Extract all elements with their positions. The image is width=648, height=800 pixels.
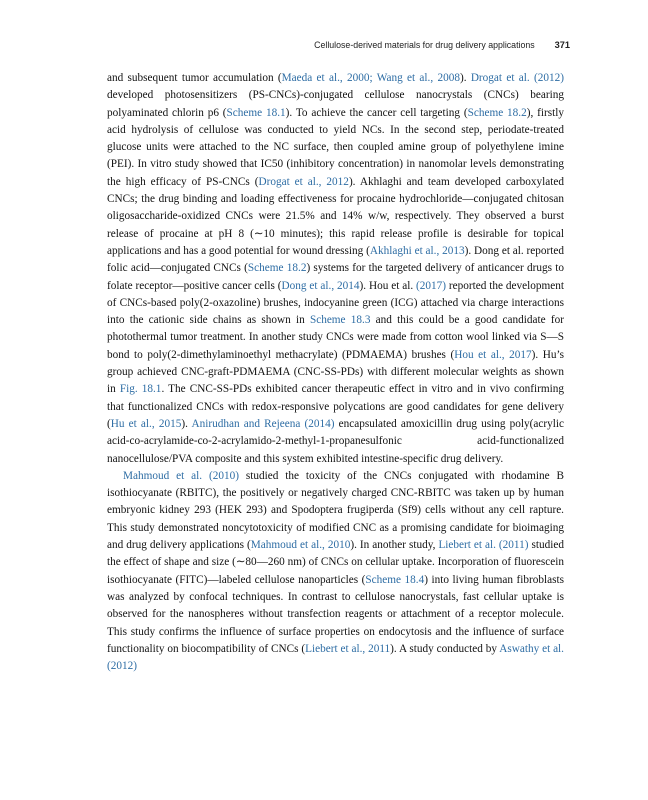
text-run: ). Dong et al. reported folic acid—conjugated CNCs ( — [107, 244, 565, 275]
text-run: ) systems for the targeted delivery of anticancer drugs to folate receptor—positive cancer cells ( — [107, 262, 564, 292]
text-run: ). — [459, 72, 471, 84]
citation-link[interactable]: Aswathy et al. (2012) — [107, 642, 564, 673]
text-run: reported the development of CNCs-based poly(2-oxazoline) brushes, indocyanine green (ICG) attached via charge interactions into the cationic side chains as shown in — [107, 279, 564, 327]
text-run: ) into living human fibroblasts was analyzed by confocal techniques. In contrast to cellulose nanocrystals, fast cellular uptake is observed for the nanospheres without transfection reagents or attachment of a receptor molecule. This study confirms the influence of surface properties on endocytosis and the influence of surface functionality on biocompatibility of CNCs ( — [107, 573, 564, 655]
text-run: ). To achieve the cancer cell targeting ( — [285, 106, 468, 119]
citation-link[interactable]: Liebert et al., 2011 — [305, 642, 391, 655]
text-run: ). A study conducted by — [390, 642, 500, 655]
citation-link[interactable]: Dong et al., 2014 — [281, 279, 360, 292]
text-run: ). Hou et al. — [359, 279, 417, 292]
text-run: studied the toxicity of the CNCs conjugated with rhodamine B isothiocyanate (RBITC), the positively or negatively charged CNC-RBITC was taken up by human embryonic kidney 293 (HEK 293) and Spodoptera frugiperda (Sf9) cells without any cell rapture. This study demonstrated noncytotoxicity of modified CNC as a promising candidate for bioimaging and drug delivery applications ( — [107, 469, 564, 552]
text-run: . The CNC-SS-PDs exhibited cancer therapeutic effect in vitro and in vivo confirming that functionalized CNCs with redox-responsive polycations are good candidates for gene delivery ( — [107, 383, 564, 430]
text-run: ). Akhlaghi and team developed carboxylated CNCs; the drug binding and loading effectiveness for procaine hydrochloride—conjugated chitosan oligosaccharide-oxidized CNCs were 21.5% and 14% w/w, respectively. They observed a burst release of procaine at pH 8 (∼10 minutes); this rapid release profile is desirable for topical applications and has a good potential for wound dressing ( — [107, 175, 564, 257]
citation-link[interactable]: (2017) — [416, 279, 447, 292]
citation-link[interactable]: Mahmoud et al., 2010 — [250, 539, 351, 552]
text-run: encapsulated amoxicillin drug using poly(acrylic acid-co-acrylamide-co-2-acrylamido-2-methyl-1-propanesulfonic acid-functionalized nanocellulose/PVA composite and this system exhibited intestine-specific drug delivery. — [107, 417, 564, 465]
citation-link[interactable]: Maeda et al., 2000; Wang et al., 2008 — [281, 72, 460, 84]
figure-link[interactable]: Fig. 18.1 — [119, 383, 162, 396]
citation-link[interactable]: Anirudhan and Rejeena (2014) — [191, 417, 335, 430]
running-title: Cellulose-derived materials for drug delivery applications — [314, 40, 535, 50]
citation-link[interactable]: Liebert et al. (2011) — [438, 539, 529, 552]
text-run: ). In another study, — [350, 539, 439, 552]
citation-link[interactable]: Hu et al., 2015 — [110, 417, 182, 430]
text-run: ). — [181, 417, 192, 430]
citation-link[interactable]: Hou et al., 2017 — [454, 348, 532, 361]
citation-link[interactable]: Mahmoud et al. (2010) — [123, 469, 239, 482]
text-run: and this could be a good candidate for photothermal tumor treatment. In another study CNCs were made from cotton wool linked via S—S bond to poly(2-dimethylaminoethyl methacrylate) (PDMAEMA) brushes ( — [107, 314, 564, 361]
text-run: and subsequent tumor accumulation ( — [107, 72, 282, 84]
running-header — [105, 40, 570, 50]
citation-link[interactable]: Drogat et al., 2012 — [258, 175, 349, 188]
page-number: 371 — [554, 40, 570, 50]
scheme-link[interactable]: Scheme 18.2 — [467, 106, 527, 119]
paragraph-2 — [107, 468, 564, 676]
scheme-link[interactable]: Scheme 18.3 — [309, 314, 371, 327]
text-run: developed photosensitizers (PS-CNCs)-conjugated cellulose nanocrystals (CNCs) bearing polyaminated chlorin p6 ( — [107, 89, 564, 119]
text-run: ), firstly acid hydrolysis of cellulose was conducted to yield NCs. In the second step, periodate-treated glucose units were attached to the NC surface, then coupled amine group of polyethylene imine (PEI). In vitro study showed that IC50 (inhibitory concentration) in nanomolar levels demonstrating the high efficacy of PS-CNCs ( — [107, 106, 564, 188]
text-run: ). Hu’s group achieved CNC-graft-PDMAEMA (CNC-SS-PDs) with different molecular weights as shown in — [107, 348, 564, 396]
scheme-link[interactable]: Scheme 18.1 — [226, 106, 286, 119]
scheme-link[interactable]: Scheme 18.4 — [365, 573, 425, 586]
citation-link[interactable]: Drogat et al. (2012) — [470, 72, 564, 84]
scheme-link[interactable]: Scheme 18.2 — [247, 262, 307, 275]
citation-link[interactable]: Akhlaghi et al., 2013 — [369, 244, 465, 257]
paragraph-1 — [107, 70, 564, 468]
text-run: studied the effect of shape and size (∼80—260 nm) of CNCs on cellular uptake. Incorporation of fluorescein isothiocyanate (FITC)—labeled cellulose nanoparticles ( — [107, 539, 564, 586]
body-text — [107, 70, 564, 675]
